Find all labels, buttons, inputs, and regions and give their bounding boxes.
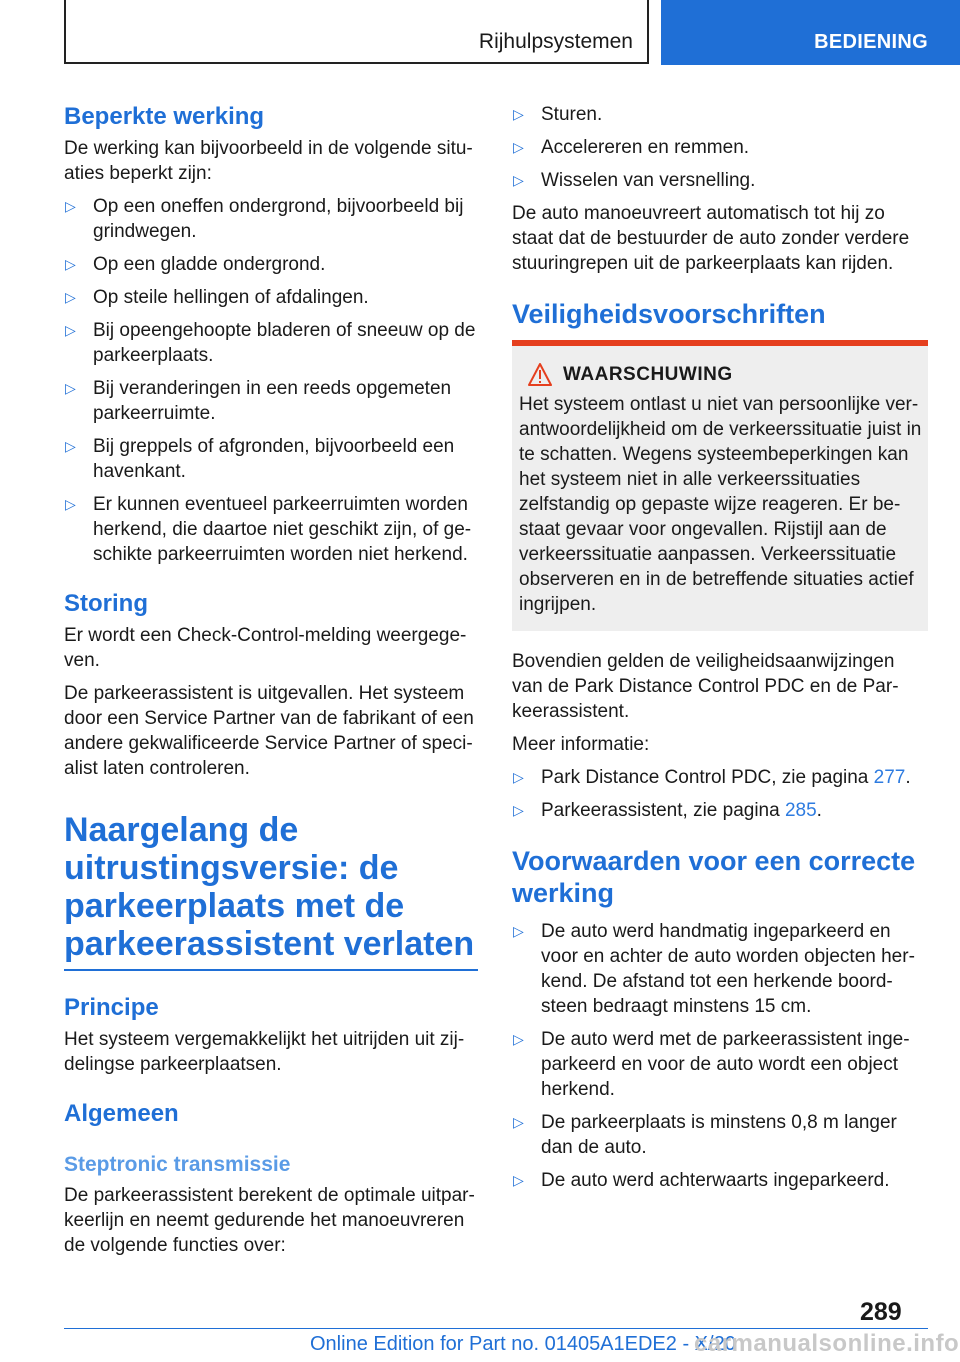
page-link-277[interactable]: 277: [873, 767, 906, 788]
list-item: [512, 1168, 928, 1193]
list-item-text: De auto werd achterwaarts ingeparkeerd.: [541, 1170, 890, 1191]
triangle-bullet-icon: ▷: [513, 1114, 524, 1130]
heading-storing: Storing: [64, 590, 148, 617]
paragraph-bovendien: Bovendien gelden de veiligheidsaanwijzingen van de Park Distance Control PDC en de Parkeerassistent.: [512, 651, 899, 722]
header-section-title: Rijhulpsystemen: [478, 30, 633, 53]
triangle-bullet-icon: ▷: [65, 256, 76, 272]
list-item: [512, 102, 928, 127]
header-section-box: [64, 0, 649, 64]
list-item: [512, 135, 928, 160]
heading-principe: Principe: [64, 994, 159, 1021]
list-beperkte-werking: [64, 194, 478, 567]
list-item-text: Sturen.: [541, 104, 603, 125]
right-column: [512, 102, 928, 1201]
list-item: [64, 285, 478, 310]
left-column: [64, 102, 478, 1266]
footer-rule: [64, 1328, 928, 1329]
page-number: 289: [860, 1298, 902, 1326]
paragraph-manoeuvre: De auto manoeuvreert automatisch tot hij zo staat dat de bestuurder de auto zonder verdere stuuringrepen uit de parkeerplaats kan rijden.: [512, 203, 910, 274]
triangle-bullet-icon: ▷: [513, 139, 524, 155]
triangle-bullet-icon: ▷: [513, 802, 524, 818]
list-item-text: Op steile hellingen of afdalingen.: [93, 287, 369, 308]
paragraph-steptronic: De parkeerassistent berekent de optimale uitparkeerlijn en neemt gedurende het manoeuvreren de volgende functies over:: [64, 1185, 475, 1256]
list-item-text: Accelereren en remmen.: [541, 137, 750, 158]
triangle-bullet-icon: ▷: [65, 496, 76, 512]
header-chapter-box: [661, 0, 960, 65]
list-item: [64, 434, 478, 484]
list-item: [512, 1027, 928, 1102]
list-item-text: De auto werd handmatig ingeparkeerd en voor en achter de auto worden objecten herkend. De afstand tot een herkende boordsteen bedraagt minstens 15 cm.: [541, 921, 915, 1017]
heading-beperkte-werking: Beperkte werking: [64, 103, 265, 130]
triangle-bullet-icon: ▷: [65, 322, 76, 338]
list-voorwaarden: [512, 919, 928, 1193]
heading-algemeen: Algemeen: [64, 1100, 179, 1127]
paragraph-meer-informatie: Meer informatie:: [512, 734, 650, 755]
list-item: [512, 919, 928, 1019]
warning-triangle-icon: [519, 362, 561, 388]
list-item: [64, 252, 478, 277]
triangle-bullet-icon: ▷: [65, 380, 76, 396]
triangle-bullet-icon: ▷: [65, 438, 76, 454]
warning-header: [519, 362, 922, 388]
chapter-title: Naargelang de uitrustingsversie: de parkeerplaats met de parkeerassistent verlaten: [64, 811, 478, 971]
watermark: carmanualsonline.info: [694, 1330, 960, 1357]
list-item-text: De parkeerplaats is minstens 0,8 m langer dan de auto.: [541, 1112, 897, 1158]
reference-end: .: [816, 800, 822, 821]
triangle-bullet-icon: ▷: [513, 172, 524, 188]
list-item-text: De auto werd met de parkeerassistent ingeparkeerd en voor de auto wordt een object herkend.: [541, 1029, 910, 1100]
triangle-bullet-icon: ▷: [65, 198, 76, 214]
list-item-text: Bij veranderingen in een reeds opgemeten parkeerruimte.: [93, 378, 452, 424]
warning-title: WAARSCHUWING: [563, 364, 733, 385]
warning-text: Het systeem ontlast u niet van persoonlijke verantwoordelijkheid om de verkeerssituatie juist in te schatten. Wegens systeembeperkingen kan het systeem niet in alle verkeerssituaties zelfstandig op gepaste wijze reageren. Er bestaat gevaar voor ongevallen. Rijstijl aan de verkeerssituatie aanpassen. Verkeerssituatie observeren en in de betreffende situaties actief ingrijpen.: [519, 394, 922, 615]
triangle-bullet-icon: ▷: [65, 289, 76, 305]
paragraph-storing-2: De parkeerassistent is uitgevallen. Het systeem door een Service Partner van de fabrikant of een andere gekwalificeerde Service Partner of specialist laten controleren.: [64, 683, 474, 779]
list-item: [512, 798, 928, 823]
triangle-bullet-icon: ▷: [513, 106, 524, 122]
list-item-text: Op een oneffen ondergrond, bijvoorbeeld bij grindwegen.: [93, 196, 464, 242]
page-link-285[interactable]: 285: [784, 800, 817, 821]
paragraph-principe: Het systeem vergemakkelijkt het uitrijden uit zijdelingse parkeerplaatsen.: [64, 1029, 465, 1075]
paragraph-storing-1: Er wordt een Check-Control-melding weergegeven.: [64, 625, 467, 671]
heading-steptronic: Steptronic transmissie: [64, 1153, 291, 1176]
reference-text: Parkeerassistent, zie pagina: [541, 800, 785, 821]
triangle-bullet-icon: ▷: [513, 1172, 524, 1188]
list-item-text: Wisselen van versnelling.: [541, 170, 756, 191]
list-item: [64, 376, 478, 426]
triangle-bullet-icon: ▷: [513, 923, 524, 939]
list-item: [512, 765, 928, 790]
warning-box: [512, 340, 928, 631]
paragraph-beperkte-intro: De werking kan bijvoorbeeld in de volgende situaties beperkt zijn:: [64, 138, 473, 184]
list-references: [512, 765, 928, 823]
footer-edition: Online Edition for Part no. 01405A1EDE2 - X/20: [310, 1333, 736, 1355]
heading-veiligheidsvoorschriften: Veiligheidsvoorschriften: [512, 299, 826, 329]
list-item: [64, 318, 478, 368]
triangle-bullet-icon: ▷: [513, 769, 524, 785]
list-item-text: Bij opeengehoopte bladeren of sneeuw op de parkeerplaats.: [93, 320, 476, 366]
list-item: [64, 194, 478, 244]
list-item-text: Op een gladde ondergrond.: [93, 254, 326, 275]
header-chapter-title: BEDIENING: [814, 31, 928, 53]
reference-text: Park Distance Control PDC, zie pagina: [541, 767, 874, 788]
list-item: [512, 168, 928, 193]
heading-voorwaarden: Voorwaarden voor een correcte werking: [512, 846, 916, 908]
list-functions: [512, 102, 928, 193]
list-item-text: Bij greppels of afgronden, bijvoorbeeld een havenkant.: [93, 436, 455, 482]
list-item: [64, 492, 478, 567]
list-item-text: Er kunnen eventueel parkeerruimten worden herkend, die daartoe niet geschikt zijn, of geschikte parkeerruimten worden niet herkend.: [93, 494, 472, 565]
reference-end: .: [905, 767, 911, 788]
triangle-bullet-icon: ▷: [513, 1031, 524, 1047]
list-item: [512, 1110, 928, 1160]
